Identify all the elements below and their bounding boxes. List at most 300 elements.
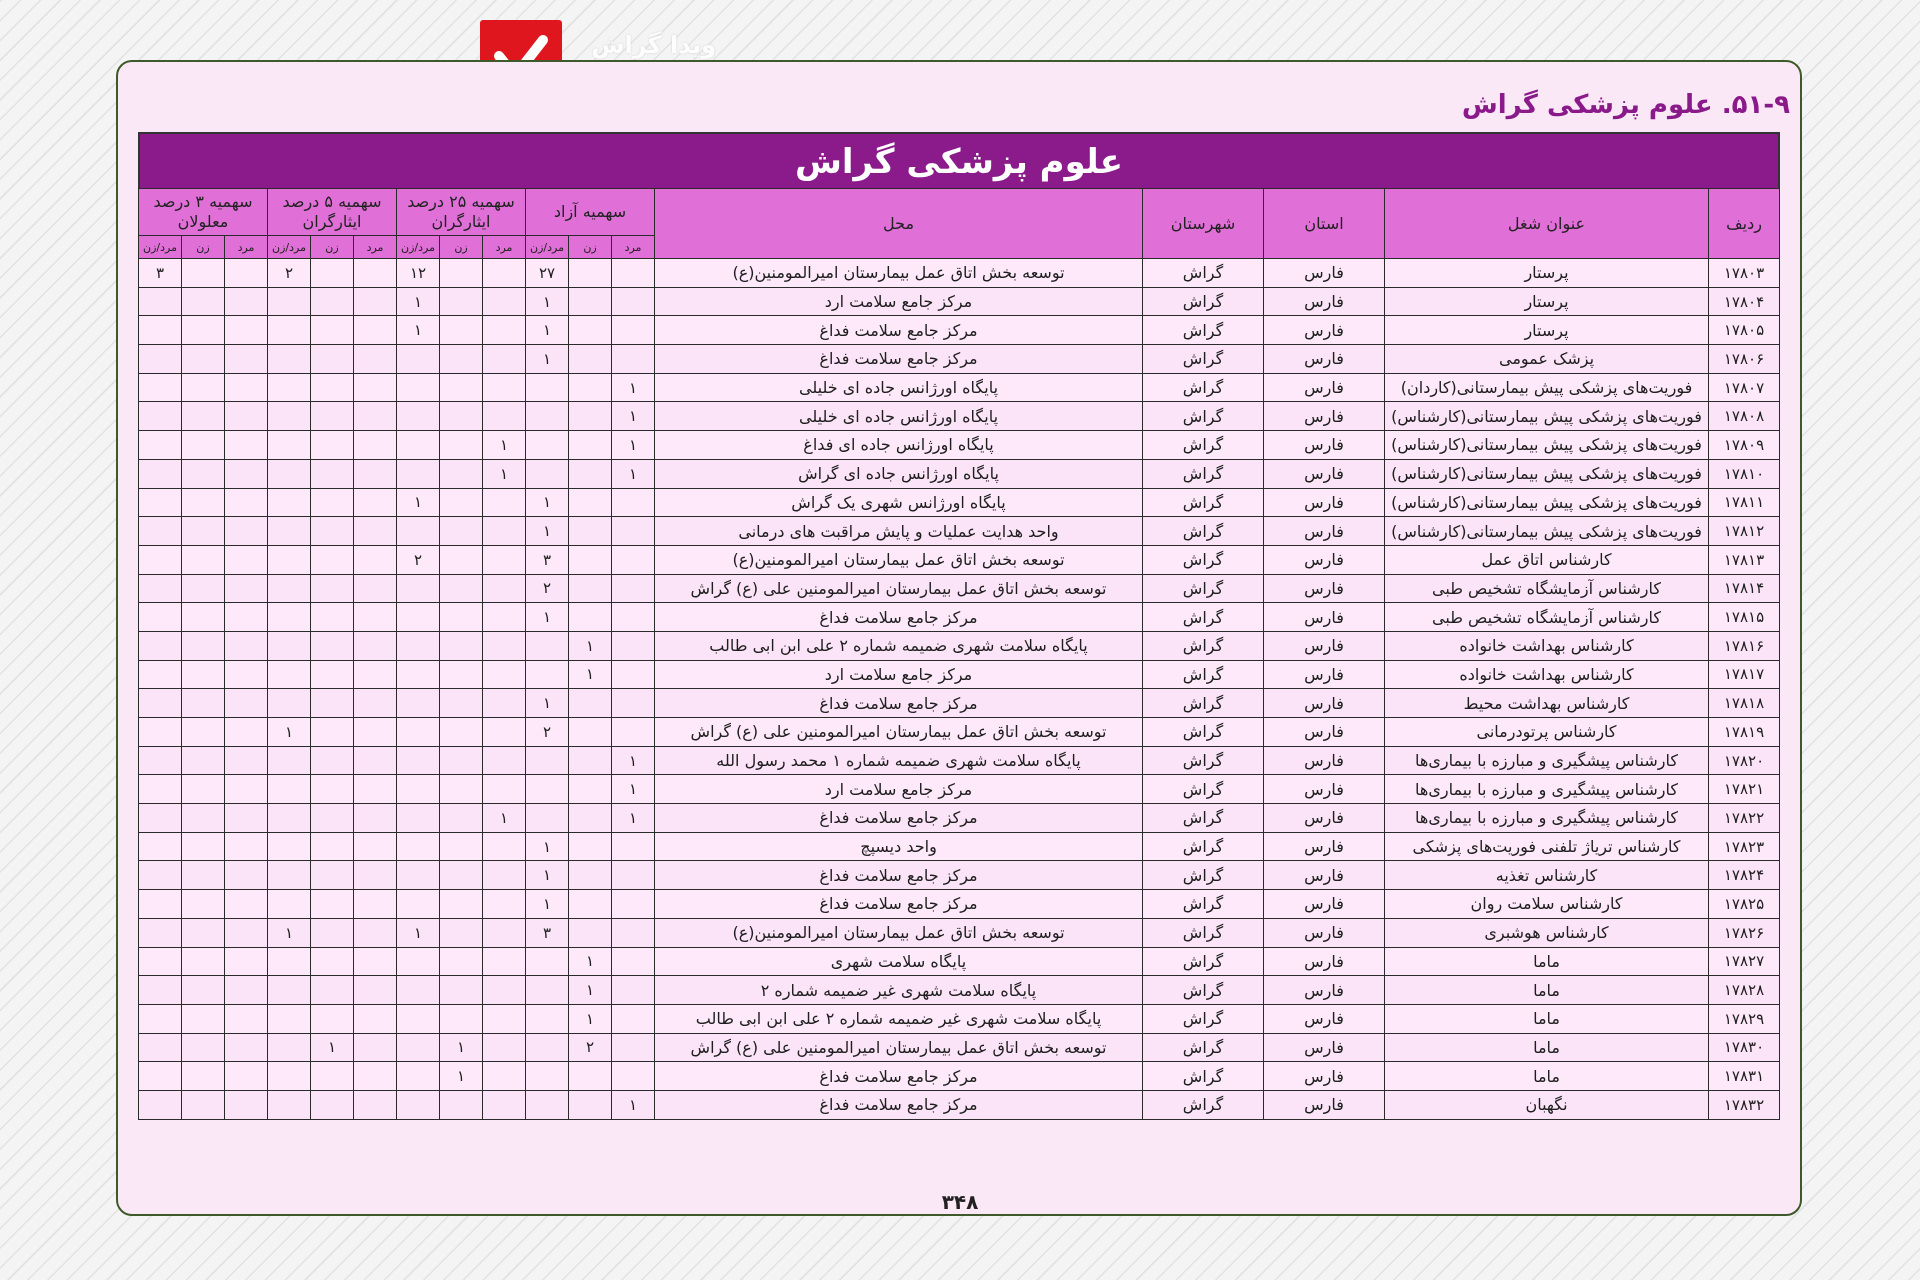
- quota-cell: [483, 918, 526, 947]
- quota-cell: [225, 832, 268, 861]
- row-id-cell: ۱۷۸۰۴: [1709, 287, 1780, 316]
- table-row: [139, 918, 1780, 947]
- province-cell: فارس: [1264, 287, 1385, 316]
- quota-cell: [440, 459, 483, 488]
- quota-cell: [268, 1062, 311, 1091]
- quota-cell: [268, 459, 311, 488]
- quota-cell: [569, 603, 612, 632]
- location-cell: مرکز جامع سلامت فداغ: [655, 689, 1143, 718]
- county-cell: گراش: [1143, 373, 1264, 402]
- quota-cell: [397, 1090, 440, 1119]
- table-row: [139, 1062, 1780, 1091]
- province-cell: فارس: [1264, 402, 1385, 431]
- quota-cell: [354, 631, 397, 660]
- quota-cell: [225, 804, 268, 833]
- quota-cell: [569, 1062, 612, 1091]
- job-title-cell: کارشناس پرتودرمانی: [1385, 718, 1709, 747]
- county-cell: گراش: [1143, 316, 1264, 345]
- quota-cell: [483, 517, 526, 546]
- jobs-table-wrapper: [138, 132, 1780, 1120]
- quota-cell: [612, 1033, 655, 1062]
- location-cell: پایگاه اورژانس شهری یک گراش: [655, 488, 1143, 517]
- province-cell: فارس: [1264, 574, 1385, 603]
- quota-cell: [483, 1090, 526, 1119]
- county-cell: گراش: [1143, 517, 1264, 546]
- quota-cell: [569, 832, 612, 861]
- quota-cell: [225, 918, 268, 947]
- quota-cell: [526, 431, 569, 460]
- quota-cell: [225, 574, 268, 603]
- quota-cell: [268, 603, 311, 632]
- quota-cell: ۲۷: [526, 259, 569, 288]
- quota-cell: [268, 804, 311, 833]
- subheader-cell: مرد/زن: [526, 236, 569, 259]
- province-cell: فارس: [1264, 488, 1385, 517]
- header-county: شهرستان: [1143, 189, 1264, 259]
- quota-cell: ۱: [569, 1004, 612, 1033]
- county-cell: گراش: [1143, 345, 1264, 374]
- quota-cell: [268, 1090, 311, 1119]
- table-row: [139, 488, 1780, 517]
- quota-cell: [569, 316, 612, 345]
- quota-cell: [225, 890, 268, 919]
- section-title: ۵۱-۹. علوم پزشکی گراش: [1461, 90, 1790, 120]
- quota-cell: [397, 718, 440, 747]
- quota-cell: [311, 402, 354, 431]
- row-id-cell: ۱۷۸۱۵: [1709, 603, 1780, 632]
- location-cell: مرکز جامع سلامت فداغ: [655, 345, 1143, 374]
- quota-cell: [225, 1090, 268, 1119]
- quota-cell: [268, 373, 311, 402]
- quota-cell: [526, 373, 569, 402]
- quota-cell: [569, 345, 612, 374]
- table-row: [139, 345, 1780, 374]
- quota-cell: ۱: [612, 431, 655, 460]
- location-cell: پایگاه اورژانس جاده ای فداغ: [655, 431, 1143, 460]
- header-job-title: عنوان شغل: [1385, 189, 1709, 259]
- quota-cell: [268, 775, 311, 804]
- quota-cell: [268, 1004, 311, 1033]
- quota-cell: [397, 631, 440, 660]
- quota-cell: [268, 402, 311, 431]
- county-cell: گراش: [1143, 947, 1264, 976]
- quota-cell: [354, 259, 397, 288]
- quota-cell: [182, 402, 225, 431]
- subheader-cell: زن: [182, 236, 225, 259]
- job-title-cell: فوریت‌های پزشکی پیش بیمارستانی(کارشناس): [1385, 517, 1709, 546]
- quota-cell: [139, 431, 182, 460]
- province-cell: فارس: [1264, 517, 1385, 546]
- quota-cell: [182, 746, 225, 775]
- county-cell: گراش: [1143, 631, 1264, 660]
- quota-cell: [182, 804, 225, 833]
- quota-cell: [569, 287, 612, 316]
- quota-cell: ۱۲: [397, 259, 440, 288]
- quota-cell: [225, 775, 268, 804]
- county-cell: گراش: [1143, 603, 1264, 632]
- quota-cell: [440, 316, 483, 345]
- quota-cell: [268, 631, 311, 660]
- quota-cell: [225, 603, 268, 632]
- quota-cell: [311, 259, 354, 288]
- quota-cell: [526, 1033, 569, 1062]
- county-cell: گراش: [1143, 1062, 1264, 1091]
- quota-cell: [397, 775, 440, 804]
- header-province: استان: [1264, 189, 1385, 259]
- quota-cell: [182, 345, 225, 374]
- quota-cell: [139, 1062, 182, 1091]
- quota-cell: [139, 861, 182, 890]
- table-row: [139, 631, 1780, 660]
- row-id-cell: ۱۷۸۳۰: [1709, 1033, 1780, 1062]
- header-quota-3: سهمیه ۳ درصد معلولان: [139, 189, 268, 236]
- quota-cell: ۱: [569, 947, 612, 976]
- quota-cell: [311, 1090, 354, 1119]
- subheader-cell: زن: [440, 236, 483, 259]
- quota-cell: ۱: [526, 287, 569, 316]
- location-cell: واحد دیسپچ: [655, 832, 1143, 861]
- row-id-cell: ۱۷۸۰۳: [1709, 259, 1780, 288]
- quota-cell: [182, 603, 225, 632]
- quota-cell: [311, 545, 354, 574]
- row-id-cell: ۱۷۸۲۸: [1709, 976, 1780, 1005]
- quota-cell: [182, 660, 225, 689]
- table-row: [139, 746, 1780, 775]
- quota-cell: [354, 574, 397, 603]
- quota-cell: [526, 976, 569, 1005]
- county-cell: گراش: [1143, 1004, 1264, 1033]
- quota-cell: [139, 890, 182, 919]
- quota-cell: [139, 1090, 182, 1119]
- quota-cell: [182, 890, 225, 919]
- quota-cell: [440, 259, 483, 288]
- table-row: [139, 660, 1780, 689]
- quota-cell: [268, 431, 311, 460]
- quota-cell: [354, 373, 397, 402]
- quota-cell: [311, 832, 354, 861]
- table-row: [139, 861, 1780, 890]
- county-cell: گراش: [1143, 775, 1264, 804]
- location-cell: مرکز جامع سلامت فداغ: [655, 861, 1143, 890]
- row-id-cell: ۱۷۸۰۶: [1709, 345, 1780, 374]
- county-cell: گراش: [1143, 459, 1264, 488]
- quota-cell: [440, 373, 483, 402]
- quota-cell: [139, 488, 182, 517]
- quota-cell: [311, 373, 354, 402]
- table-row: [139, 603, 1780, 632]
- row-id-cell: ۱۷۸۱۷: [1709, 660, 1780, 689]
- quota-cell: ۱: [311, 1033, 354, 1062]
- row-id-cell: ۱۷۸۱۴: [1709, 574, 1780, 603]
- quota-cell: [268, 488, 311, 517]
- job-title-cell: پرستار: [1385, 316, 1709, 345]
- quota-cell: [397, 861, 440, 890]
- quota-cell: [268, 746, 311, 775]
- quota-cell: [354, 804, 397, 833]
- quota-cell: [526, 804, 569, 833]
- table-row: [139, 1033, 1780, 1062]
- quota-cell: [354, 832, 397, 861]
- location-cell: پایگاه سلامت شهری ضمیمه شماره ۲ علی ابن ابی طالب: [655, 631, 1143, 660]
- county-cell: گراش: [1143, 832, 1264, 861]
- quota-cell: [182, 631, 225, 660]
- quota-cell: [612, 660, 655, 689]
- subheader-cell: مرد: [483, 236, 526, 259]
- quota-cell: [311, 947, 354, 976]
- job-title-cell: کارشناس اتاق عمل: [1385, 545, 1709, 574]
- quota-cell: [139, 631, 182, 660]
- table-row: [139, 287, 1780, 316]
- location-cell: پایگاه اورژانس جاده ای خلیلی: [655, 402, 1143, 431]
- quota-cell: [182, 1090, 225, 1119]
- job-title-cell: پرستار: [1385, 259, 1709, 288]
- quota-cell: [182, 918, 225, 947]
- quota-cell: [139, 373, 182, 402]
- location-cell: مرکز جامع سلامت فداغ: [655, 1062, 1143, 1091]
- quota-cell: [354, 316, 397, 345]
- quota-cell: [397, 890, 440, 919]
- quota-cell: [483, 947, 526, 976]
- quota-cell: [440, 287, 483, 316]
- quota-cell: [182, 718, 225, 747]
- job-title-cell: کارشناس تریاژ تلفنی فوریت‌های پزشکی: [1385, 832, 1709, 861]
- table-row: [139, 402, 1780, 431]
- county-cell: گراش: [1143, 402, 1264, 431]
- quota-cell: [225, 517, 268, 546]
- table-row: [139, 373, 1780, 402]
- table-row: [139, 718, 1780, 747]
- quota-cell: [612, 718, 655, 747]
- subheader-cell: مرد/زن: [397, 236, 440, 259]
- quota-cell: [569, 746, 612, 775]
- location-cell: مرکز جامع سلامت ارد: [655, 775, 1143, 804]
- job-title-cell: کارشناس آزمایشگاه تشخیص طبی: [1385, 603, 1709, 632]
- quota-cell: [612, 631, 655, 660]
- quota-cell: [397, 1033, 440, 1062]
- quota-cell: [354, 488, 397, 517]
- location-cell: مرکز جامع سلامت فداغ: [655, 804, 1143, 833]
- quota-cell: [268, 287, 311, 316]
- quota-cell: [139, 316, 182, 345]
- quota-cell: [569, 259, 612, 288]
- table-row: [139, 316, 1780, 345]
- table-row: [139, 259, 1780, 288]
- quota-cell: [440, 431, 483, 460]
- quota-cell: [225, 746, 268, 775]
- quota-cell: [225, 689, 268, 718]
- quota-cell: [569, 402, 612, 431]
- quota-cell: [440, 890, 483, 919]
- quota-cell: [483, 746, 526, 775]
- county-cell: گراش: [1143, 488, 1264, 517]
- quota-cell: [182, 1004, 225, 1033]
- job-title-cell: فوریت‌های پزشکی پیش بیمارستانی(کارشناس): [1385, 402, 1709, 431]
- table-row: [139, 459, 1780, 488]
- quota-cell: [569, 1090, 612, 1119]
- quota-cell: [225, 976, 268, 1005]
- job-title-cell: ماما: [1385, 1004, 1709, 1033]
- location-cell: پایگاه سلامت شهری غیر ضمیمه شماره ۲ علی ابن ابی طالب: [655, 1004, 1143, 1033]
- province-cell: فارس: [1264, 631, 1385, 660]
- table-row: [139, 947, 1780, 976]
- quota-cell: ۱: [397, 488, 440, 517]
- row-id-cell: ۱۷۸۲۲: [1709, 804, 1780, 833]
- quota-cell: [268, 689, 311, 718]
- quota-cell: [354, 603, 397, 632]
- quota-cell: [526, 947, 569, 976]
- quota-cell: [483, 718, 526, 747]
- quota-cell: ۱: [526, 603, 569, 632]
- quota-cell: [139, 1004, 182, 1033]
- header-row: [139, 189, 1780, 236]
- location-cell: توسعه بخش اتاق عمل بیمارستان امیرالمومنین(ع): [655, 545, 1143, 574]
- quota-cell: [268, 861, 311, 890]
- county-cell: گراش: [1143, 259, 1264, 288]
- quota-cell: [182, 574, 225, 603]
- quota-cell: [182, 832, 225, 861]
- quota-cell: [182, 861, 225, 890]
- quota-cell: [182, 1033, 225, 1062]
- table-row: [139, 545, 1780, 574]
- header-row-no: ردیف: [1709, 189, 1780, 259]
- subheader-cell: مرد: [354, 236, 397, 259]
- row-id-cell: ۱۷۸۳۲: [1709, 1090, 1780, 1119]
- quota-cell: [526, 459, 569, 488]
- county-cell: گراش: [1143, 1033, 1264, 1062]
- quota-cell: [225, 459, 268, 488]
- quota-cell: [483, 890, 526, 919]
- row-id-cell: ۱۷۸۱۹: [1709, 718, 1780, 747]
- quota-cell: ۱: [612, 746, 655, 775]
- quota-cell: [397, 746, 440, 775]
- quota-cell: [354, 890, 397, 919]
- subheader-cell: مرد/زن: [139, 236, 182, 259]
- quota-cell: [139, 459, 182, 488]
- quota-cell: [440, 545, 483, 574]
- quota-cell: [440, 976, 483, 1005]
- province-cell: فارس: [1264, 804, 1385, 833]
- location-cell: توسعه بخش اتاق عمل بیمارستان امیرالمومنین علی (ع) گراش: [655, 1033, 1143, 1062]
- quota-cell: [483, 631, 526, 660]
- quota-cell: [225, 1033, 268, 1062]
- table-title: علوم پزشکی گراش: [138, 132, 1780, 188]
- quota-cell: [311, 603, 354, 632]
- quota-cell: [182, 373, 225, 402]
- location-cell: توسعه بخش اتاق عمل بیمارستان امیرالمومنین علی (ع) گراش: [655, 574, 1143, 603]
- quota-cell: [225, 631, 268, 660]
- quota-cell: [569, 918, 612, 947]
- header-quota-25: سهمیه ۲۵ درصد ایثارگران: [397, 189, 526, 236]
- quota-cell: [440, 517, 483, 546]
- quota-cell: [440, 1090, 483, 1119]
- quota-cell: [311, 459, 354, 488]
- quota-cell: ۱: [397, 287, 440, 316]
- quota-cell: [139, 517, 182, 546]
- quota-cell: [354, 746, 397, 775]
- quota-cell: ۱: [483, 804, 526, 833]
- quota-cell: [311, 631, 354, 660]
- quota-cell: ۱: [526, 488, 569, 517]
- county-cell: گراش: [1143, 287, 1264, 316]
- quota-cell: [182, 947, 225, 976]
- quota-cell: [182, 976, 225, 1005]
- province-cell: فارس: [1264, 689, 1385, 718]
- quota-cell: [612, 259, 655, 288]
- quota-cell: [354, 545, 397, 574]
- quota-cell: [311, 660, 354, 689]
- quota-cell: [569, 574, 612, 603]
- row-id-cell: ۱۷۸۱۰: [1709, 459, 1780, 488]
- location-cell: واحد هدایت عملیات و پایش مراقبت های درمانی: [655, 517, 1143, 546]
- quota-cell: [139, 775, 182, 804]
- location-cell: پایگاه سلامت شهری غیر ضمیمه شماره ۲: [655, 976, 1143, 1005]
- quota-cell: [225, 431, 268, 460]
- county-cell: گراش: [1143, 804, 1264, 833]
- job-title-cell: ماما: [1385, 1062, 1709, 1091]
- quota-cell: ۱: [612, 804, 655, 833]
- quota-cell: [483, 545, 526, 574]
- province-cell: فارس: [1264, 345, 1385, 374]
- quota-cell: ۱: [612, 459, 655, 488]
- job-title-cell: فوریت‌های پزشکی پیش بیمارستانی(کارشناس): [1385, 431, 1709, 460]
- row-id-cell: ۱۷۸۲۶: [1709, 918, 1780, 947]
- province-cell: فارس: [1264, 775, 1385, 804]
- job-title-cell: ماما: [1385, 1033, 1709, 1062]
- quota-cell: [225, 545, 268, 574]
- table-row: [139, 431, 1780, 460]
- quota-cell: [483, 832, 526, 861]
- quota-cell: [569, 459, 612, 488]
- job-title-cell: کارشناس سلامت روان: [1385, 890, 1709, 919]
- subheader-cell: مرد: [225, 236, 268, 259]
- jobs-table: [138, 188, 1780, 1120]
- job-title-cell: کارشناس تغذیه: [1385, 861, 1709, 890]
- quota-cell: ۲: [268, 259, 311, 288]
- province-cell: فارس: [1264, 1062, 1385, 1091]
- quota-cell: [139, 660, 182, 689]
- quota-cell: ۱: [397, 918, 440, 947]
- province-cell: فارس: [1264, 746, 1385, 775]
- quota-cell: [139, 718, 182, 747]
- row-id-cell: ۱۷۸۰۹: [1709, 431, 1780, 460]
- quota-cell: [354, 459, 397, 488]
- quota-cell: [139, 574, 182, 603]
- quota-cell: [225, 259, 268, 288]
- quota-cell: ۱: [569, 976, 612, 1005]
- quota-cell: [311, 689, 354, 718]
- quota-cell: [569, 545, 612, 574]
- quota-cell: [526, 402, 569, 431]
- table-row: [139, 890, 1780, 919]
- row-id-cell: ۱۷۸۲۹: [1709, 1004, 1780, 1033]
- quota-cell: [268, 660, 311, 689]
- quota-cell: [182, 488, 225, 517]
- quota-cell: [397, 402, 440, 431]
- quota-cell: [139, 402, 182, 431]
- location-cell: پایگاه سلامت شهری: [655, 947, 1143, 976]
- quota-cell: [139, 603, 182, 632]
- province-cell: فارس: [1264, 832, 1385, 861]
- location-cell: مرکز جامع سلامت ارد: [655, 287, 1143, 316]
- quota-cell: [483, 976, 526, 1005]
- quota-cell: [354, 947, 397, 976]
- job-title-cell: ماما: [1385, 976, 1709, 1005]
- province-cell: فارس: [1264, 373, 1385, 402]
- province-cell: فارس: [1264, 918, 1385, 947]
- quota-cell: [483, 1033, 526, 1062]
- row-id-cell: ۱۷۸۳۱: [1709, 1062, 1780, 1091]
- quota-cell: [354, 918, 397, 947]
